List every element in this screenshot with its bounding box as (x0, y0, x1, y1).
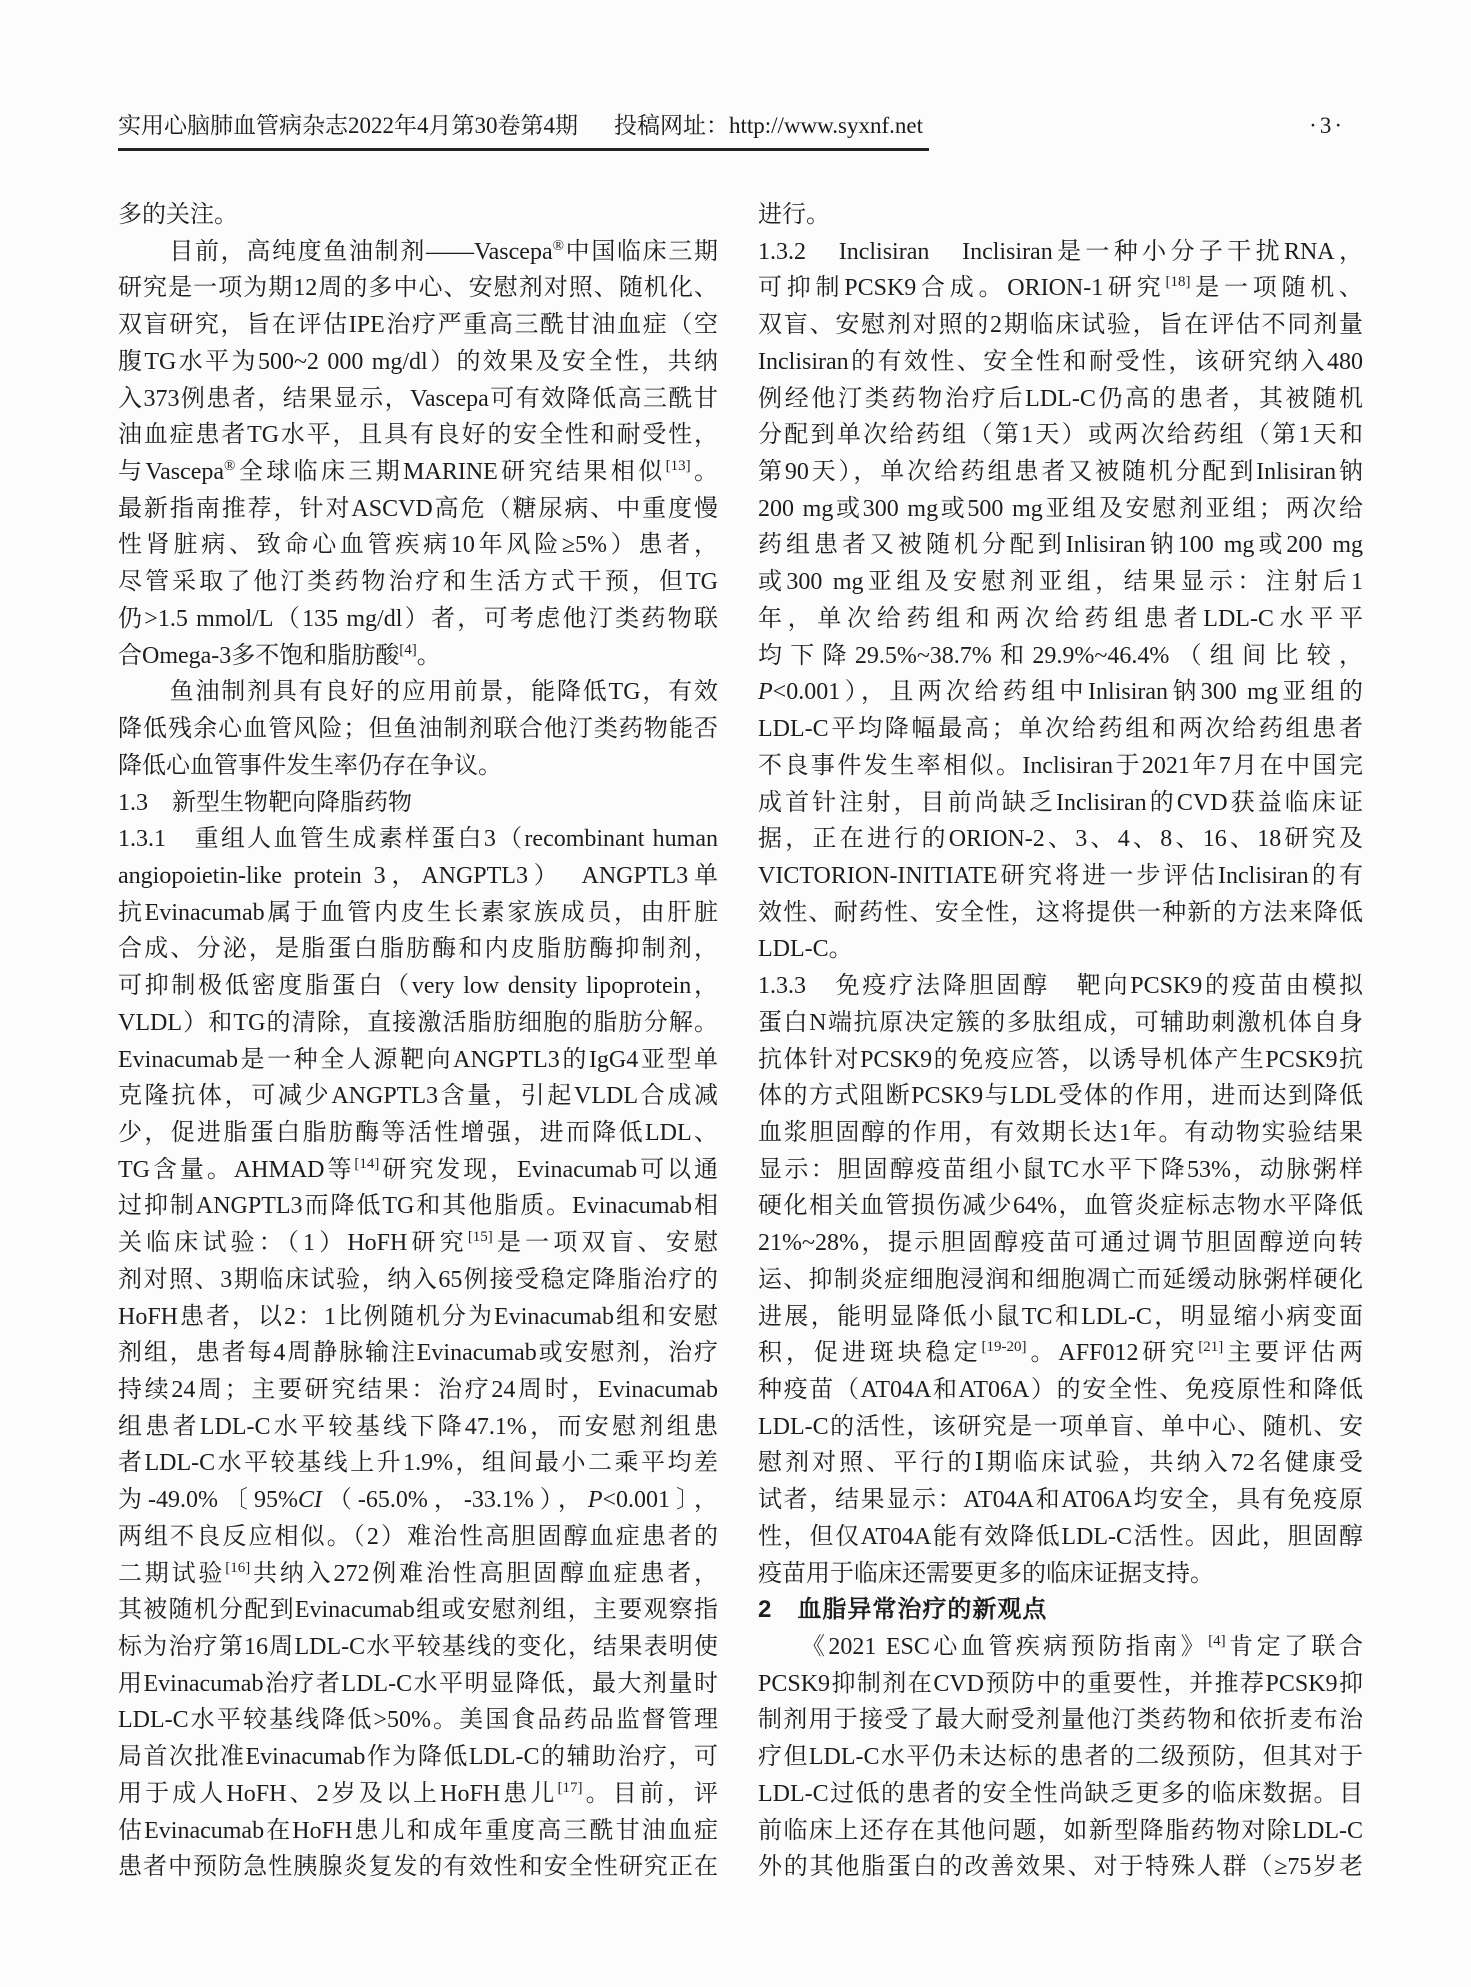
page-number: ·3· (1309, 113, 1345, 138)
text-line: LDL-C水平较基线降低>50%。美国食品药品监督管理 (118, 1707, 718, 1734)
text-line: 多的关注。 (118, 202, 238, 228)
journal-info: 实用心脑肺血管病杂志2022年4月第30卷第4期 (118, 113, 578, 138)
submission-url: 投稿网址：http://www.syxnf.net (614, 113, 923, 138)
text-line: 或300 mg亚组及安慰剂亚组，结果显示：注射后1 (758, 569, 1363, 596)
text-line: 者LDL-C水平较基线上升1.9%，组间最小二乘平均差 (118, 1450, 718, 1477)
text-line: 尽管采取了他汀类药物治疗和生活方式干预，但TG (118, 569, 718, 596)
text-line: 硬化相关血管损伤减少64%，血管炎症标志物水平降低 (758, 1193, 1363, 1220)
text-line: 两组不良反应相似。（2）难治性高胆固醇血症患者的 (118, 1523, 718, 1550)
text-line: 不良事件发生率相似。Inclisiran于2021年7月在中国完 (758, 752, 1363, 779)
text-line: 与Vascepa®全球临床三期MARINE研究结果相似[13]。 (118, 458, 718, 486)
right-column (758, 197, 1363, 1886)
section-heading: 2 血脂异常治疗的新观点 (758, 1596, 1048, 1624)
text-line: 显示：胆固醇疫苗组小鼠TC水平下降53%，动脉粥样 (758, 1156, 1363, 1183)
text-line: 剂对照、3期临床试验，纳入65例接受稳定降脂治疗的 (118, 1266, 718, 1293)
text-line: 可抑制PCSK9合成。ORION-1研究[18]是一项随机、 (758, 274, 1363, 302)
text-line: 运、抑制炎症细胞浸润和细胞凋亡而延缓动脉粥样硬化 (758, 1266, 1363, 1293)
text-line: 抗体针对PCSK9的免疫应答，以诱导机体产生PCSK9抗 (758, 1046, 1363, 1073)
text-line: 进展，能明显降低小鼠TC和LDL-C，明显缩小病变面 (758, 1303, 1363, 1330)
text-line: 1.3.1 重组人血管生成素样蛋白3（recombinant human (118, 826, 718, 853)
text-line: 性，但仅AT04A能有效降低LDL-C活性。因此，胆固醇 (758, 1523, 1363, 1550)
running-head (118, 112, 929, 151)
text-line: 双盲研究，旨在评估IPE治疗严重高三酰甘油血症（空 (118, 312, 718, 339)
text-line: 可抑制极低密度脂蛋白（very low density lipoprotein， (118, 973, 718, 1000)
text-line: 抗Evinacumab属于血管内皮生长素家族成员，由肝脏 (118, 899, 718, 926)
text-line: 双盲、安慰剂对照的2期临床试验，旨在评估不同剂量 (758, 312, 1363, 339)
text-line: 疗但LDL-C水平仍未达标的患者的二级预防，但其对于 (758, 1744, 1363, 1771)
text-line: 仍>1.5 mmol/L（135 mg/dl）者，可考虑他汀类药物联 (118, 605, 718, 632)
text-line: 积，促进斑块稳定[19-20]。AFF012研究[21]主要评估两 (758, 1339, 1363, 1367)
text-line: 局首次批准Evinacumab作为降低LDL-C的辅助治疗，可 (118, 1744, 718, 1771)
text-line: 外的其他脂蛋白的改善效果、对于特殊人群（≥75岁老 (758, 1854, 1363, 1881)
text-line: LDL-C过低的患者的安全性尚缺乏更多的临床数据。目 (758, 1780, 1363, 1807)
text-line: 年，单次给药组和两次给药组患者LDL-C水平平 (758, 605, 1363, 632)
text-line: 入373例患者，结果显示，Vascepa可有效降低高三酰甘 (118, 385, 718, 412)
text-line: 合Omega-3多不饱和脂肪酸[4]。 (118, 641, 441, 669)
left-column (118, 197, 718, 1886)
text-line: 体的方式阻断PCSK9与LDL受体的作用，进而达到降低 (758, 1083, 1363, 1110)
text-line: 效性、耐药性、安全性，这将提供一种新的方法来降低 (758, 899, 1363, 926)
text-line: 少，促进脂蛋白脂肪酶等活性增强，进而降低LDL、 (118, 1119, 718, 1146)
page-header (118, 112, 1471, 151)
text-line: 制剂用于接受了最大耐受剂量他汀类药物和依折麦布治 (758, 1707, 1363, 1734)
text-line: VICTORION-INITIATE研究将进一步评估Inclisiran的有 (758, 862, 1363, 889)
text-line: 分配到单次给药组（第1天）或两次给药组（第1天和 (758, 422, 1363, 449)
text-line: 成首针注射，目前尚缺乏Inclisiran的CVD获益临床证 (758, 789, 1363, 816)
text-line: 二期试验[16]共纳入272例难治性高胆固醇血症患者， (118, 1559, 718, 1587)
text-line: 为-49.0%〔95%CI（-65.0%，-33.1%），P<0.001〕， (118, 1487, 718, 1514)
text-line: PCSK9抑制剂在CVD预防中的重要性，并推荐PCSK9抑 (758, 1670, 1363, 1697)
text-line: 药组患者又被随机分配到Inlisiran钠100 mg或200 mg (758, 532, 1363, 559)
text-line: 均下降29.5%~38.7%和29.9%~46.4%（组间比较， (758, 642, 1363, 669)
text-line: 第90天），单次给药组患者又被随机分配到Inlisiran钠 (758, 459, 1363, 486)
text-line: 合成、分泌，是脂蛋白脂肪酶和内皮脂肪酶抑制剂， (118, 936, 718, 963)
text-line: VLDL）和TG的清除，直接激活脂肪细胞的脂肪分解。 (118, 1009, 718, 1036)
text-line: 种疫苗（AT04A和AT06A）的安全性、免疫原性和降低 (758, 1377, 1363, 1403)
text-line: 例经他汀类药物治疗后LDL-C仍高的患者，其被随机 (758, 385, 1363, 412)
text-line: 1.3.3 免疫疗法降胆固醇 靶向PCSK9的疫苗由模拟 (758, 973, 1363, 1000)
text-line: LDL-C的活性，该研究是一项单盲、单中心、随机、安 (758, 1413, 1363, 1440)
text-line: 前临床上还存在其他问题，如新型降脂药物对除LDL-C (758, 1817, 1363, 1844)
text-line: 1.3 新型生物靶向降脂药物 (118, 789, 412, 816)
text-line: 1.3.2 Inclisiran Inclisiran是一种小分子干扰RNA， (758, 238, 1363, 265)
text-line: 降低心血管事件发生率仍存在争议。 (118, 752, 502, 779)
text-line: 过抑制ANGPTL3而降低TG和其他脂质。Evinacumab相 (118, 1193, 718, 1220)
text-line: 用于成人HoFH、2岁及以上HoFH患儿[17]。目前，评 (118, 1779, 718, 1807)
text-line: 疫苗用于临床还需要更多的临床证据支持。 (758, 1560, 1214, 1587)
text-line: 持续24周；主要研究结果：治疗24周时，Evinacumab (118, 1377, 718, 1403)
text-line: P<0.001），且两次给药组中Inlisiran钠300 mg亚组的 (758, 679, 1363, 706)
text-line: 《2021 ESC心血管疾病预防指南》[4]肯定了联合 (758, 1633, 1363, 1661)
text-line: 试者，结果显示：AT04A和AT06A均安全，具有免疫原 (758, 1487, 1363, 1514)
text-line: angiopoietin-like protein 3，ANGPTL3） ANGPTL3单 (118, 862, 718, 889)
text-line: 慰剂对照、平行的Ⅰ期临床试验，共纳入72名健康受 (758, 1450, 1363, 1477)
text-line: 最新指南推荐，针对ASCVD高危（糖尿病、中重度慢 (118, 495, 718, 522)
text-line: 蛋白N端抗原决定簇的多肽组成，可辅助刺激机体自身 (758, 1009, 1363, 1036)
text-line: 其被随机分配到Evinacumab组或安慰剂组，主要观察指 (118, 1597, 718, 1624)
text-line: 克隆抗体，可减少ANGPTL3含量，引起VLDL合成减 (118, 1083, 718, 1110)
text-line: TG含量。AHMAD等[14]研究发现，Evinacumab可以通 (118, 1155, 718, 1183)
text-line: 油血症患者TG水平，且具有良好的安全性和耐受性， (118, 422, 718, 449)
text-line: LDL-C平均降幅最高；单次给药组和两次给药组患者 (758, 716, 1363, 743)
text-line: LDL-C。 (758, 936, 853, 963)
text-line: 患者中预防急性胰腺炎复发的有效性和安全性研究正在 (118, 1854, 718, 1881)
text-line: 血浆胆固醇的作用，有效期长达1年。有动物实验结果 (758, 1119, 1363, 1146)
text-line: 用Evinacumab治疗者LDL-C水平明显降低，最大剂量时 (118, 1670, 718, 1697)
text-line: Inclisiran的有效性、安全性和耐受性，该研究纳入480 (758, 348, 1363, 375)
text-line: 21%~28%，提示胆固醇疫苗可通过调节胆固醇逆向转 (758, 1230, 1363, 1257)
text-line: 性肾脏病、致命心血管疾病10年风险≥5%）患者， (118, 532, 718, 559)
text-line: 腹TG水平为500~2 000 mg/dl）的效果及安全性，共纳 (118, 348, 718, 375)
text-line: 200 mg或300 mg或500 mg亚组及安慰剂亚组；两次给 (758, 495, 1363, 522)
text-line: 鱼油制剂具有良好的应用前景，能降低TG，有效 (118, 679, 718, 706)
text-line: 目前，高纯度鱼油制剂——Vascepa®中国临床三期 (118, 237, 718, 265)
text-line: 组患者LDL-C水平较基线下降47.1%，而安慰剂组患 (118, 1413, 718, 1440)
text-line: 估Evinacumab在HoFH患儿和成年重度高三酰甘油血症 (118, 1817, 718, 1844)
text-line: 降低残余心血管风险；但鱼油制剂联合他汀类药物能否 (118, 716, 718, 743)
text-line: HoFH患者，以2：1比例随机分为Evinacumab组和安慰 (118, 1303, 718, 1330)
text-line: 剂组，患者每4周静脉输注Evinacumab或安慰剂，治疗 (118, 1340, 718, 1367)
text-line: 研究是一项为期12周的多中心、安慰剂对照、随机化、 (118, 275, 718, 302)
text-line: 据，正在进行的ORION-2、3、4、8、16、18研究及 (758, 826, 1363, 853)
text-line: Evinacumab是一种全人源靶向ANGPTL3的IgG4亚型单 (118, 1046, 718, 1073)
text-line: 标为治疗第16周LDL-C水平较基线的变化，结果表明使 (118, 1634, 718, 1661)
text-line: 进行。 (758, 202, 830, 228)
text-line: 关临床试验：（1）HoFH研究[15]是一项双盲、安慰 (118, 1229, 718, 1257)
